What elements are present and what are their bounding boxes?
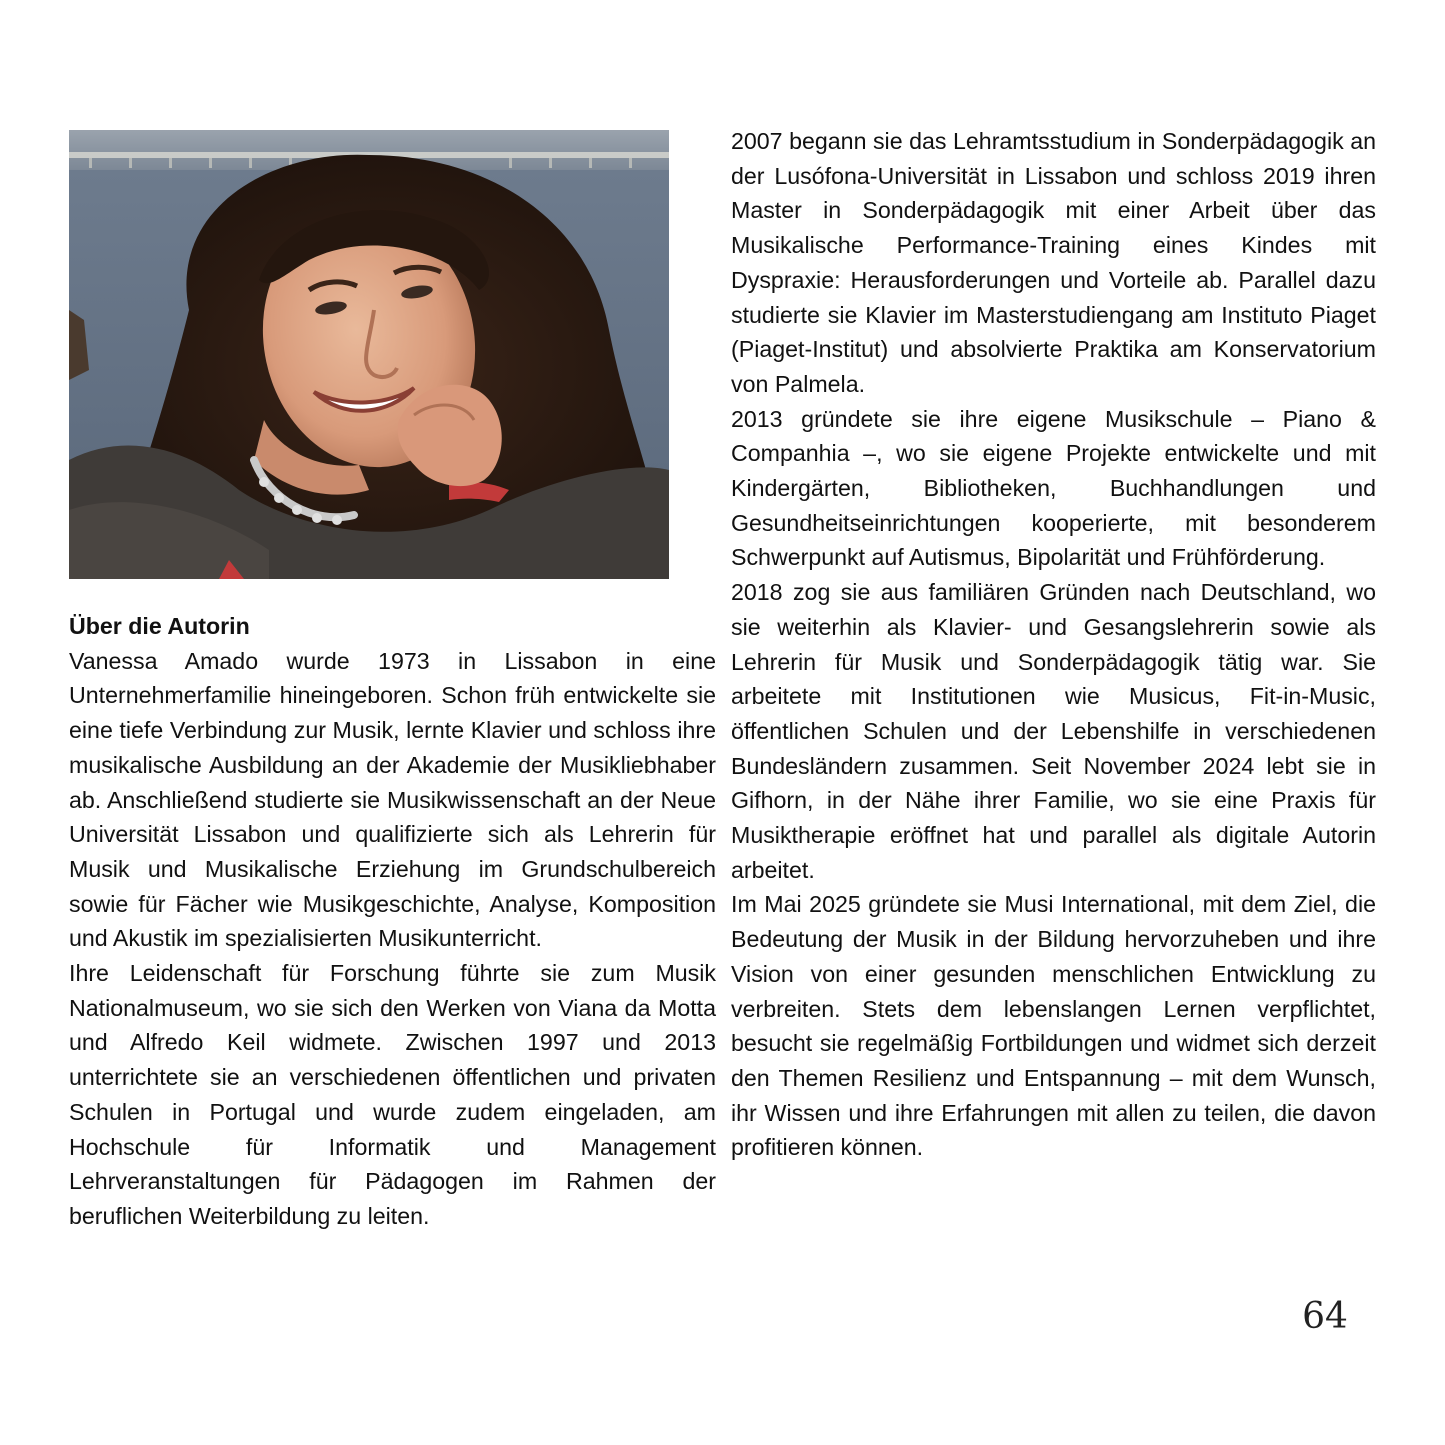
page-number: 64	[1302, 1296, 1348, 1337]
paragraph: Im Mai 2025 gründete sie Musi International, mit dem Ziel, die Bedeutung der Musik in der Bildung hervorzuheben und ihre Vision von einer gesunden menschlichen Entwicklung zu verbreiten. Stets dem lebenslangen Lernen verpflichtet, besucht sie regelmäßig Fortbildungen und widmet sich derzeit den Themen Resilienz und Entspannung – mit dem Wunsch, ihr Wissen und ihre Erfahrungen mit allen zu teilen, die davon profitieren können.	[731, 891, 1376, 1161]
right-column	[731, 124, 1376, 1165]
paragraph: Vanessa Amado wurde 1973 in Lissabon in eine Unternehmerfamilie hineingeboren. Schon früh entwickelte sie eine tiefe Verbindung zur Musik, lernte Klavier und schloss ihre musikalische Ausbildung an der Akademie der Musikliebhaber ab. Anschließend studierte sie Musikwissenschaft an der Neue Universität Lissabon und qualifizierte sich als Lehrerin für Musik und Musikalische Erziehung im Grundschulbereich sowie für Fächer wie Musikgeschichte, Analyse, Komposition und Akustik im spezialisierten Musikunterricht.	[69, 647, 716, 952]
paragraph: 2013 gründete sie ihre eigene Musikschule – Piano & Companhia –, wo sie eigene Projekte entwickelte und mit Kindergärten, Bibliotheken, Buchhandlungen und Gesundheitseinrichtungen kooperierte, mit besonderem Schwerpunkt auf Autismus, Bipolarität und Frühförderung.	[731, 405, 1376, 571]
left-column	[69, 609, 716, 1234]
paragraph: 2018 zog sie aus familiären Gründen nach Deutschland, wo sie weiterhin als Klavier- und Gesangslehrerin sowie als Lehrerin für Musik und Sonderpädagogik tätig war. Sie arbeitete mit Institutionen wie Musicus, Fit-in-Music, öffentlichen Schulen und der Lebenshilfe in verschiedenen Bundesländern zusammen. Seit November 2024 lebt sie in Gifhorn, in der Nähe ihrer Familie, wo sie eine Praxis für Musiktherapie eröffnet hat und parallel als digitale Autorin arbeitet.	[731, 579, 1376, 883]
section-heading: Über die Autorin	[69, 613, 250, 639]
author-photo	[69, 130, 669, 579]
paragraph: 2007 begann sie das Lehramtsstudium in Sonderpädagogik an der Lusófona-Universität in Lissabon und schloss 2019 ihren Master in Sonderpädagogik mit einer Arbeit über das Musikalische Performance-Training eines Kindes mit Dyspraxie: Herausforderungen und Vorteile ab. Parallel dazu studierte sie Klavier im Masterstudiengang am Instituto Piaget (Piaget-Institut) und absolvierte Praktika am Konservatorium von Palmela.	[731, 128, 1376, 397]
paragraph: Ihre Leidenschaft für Forschung führte sie zum Musik Nationalmuseum, wo sie sich den Werken von Viana da Motta und Alfredo Keil widmete. Zwischen 1997 und 2013 unterrichtete sie an verschiedenen öffentlichen und privaten Schulen in Portugal und wurde zudem eingeladen, am Hochschule für Informatik und Management Lehrveranstaltungen für Pädagogen im Rahmen der beruflichen Weiterbildung zu leiten.	[69, 960, 716, 1229]
